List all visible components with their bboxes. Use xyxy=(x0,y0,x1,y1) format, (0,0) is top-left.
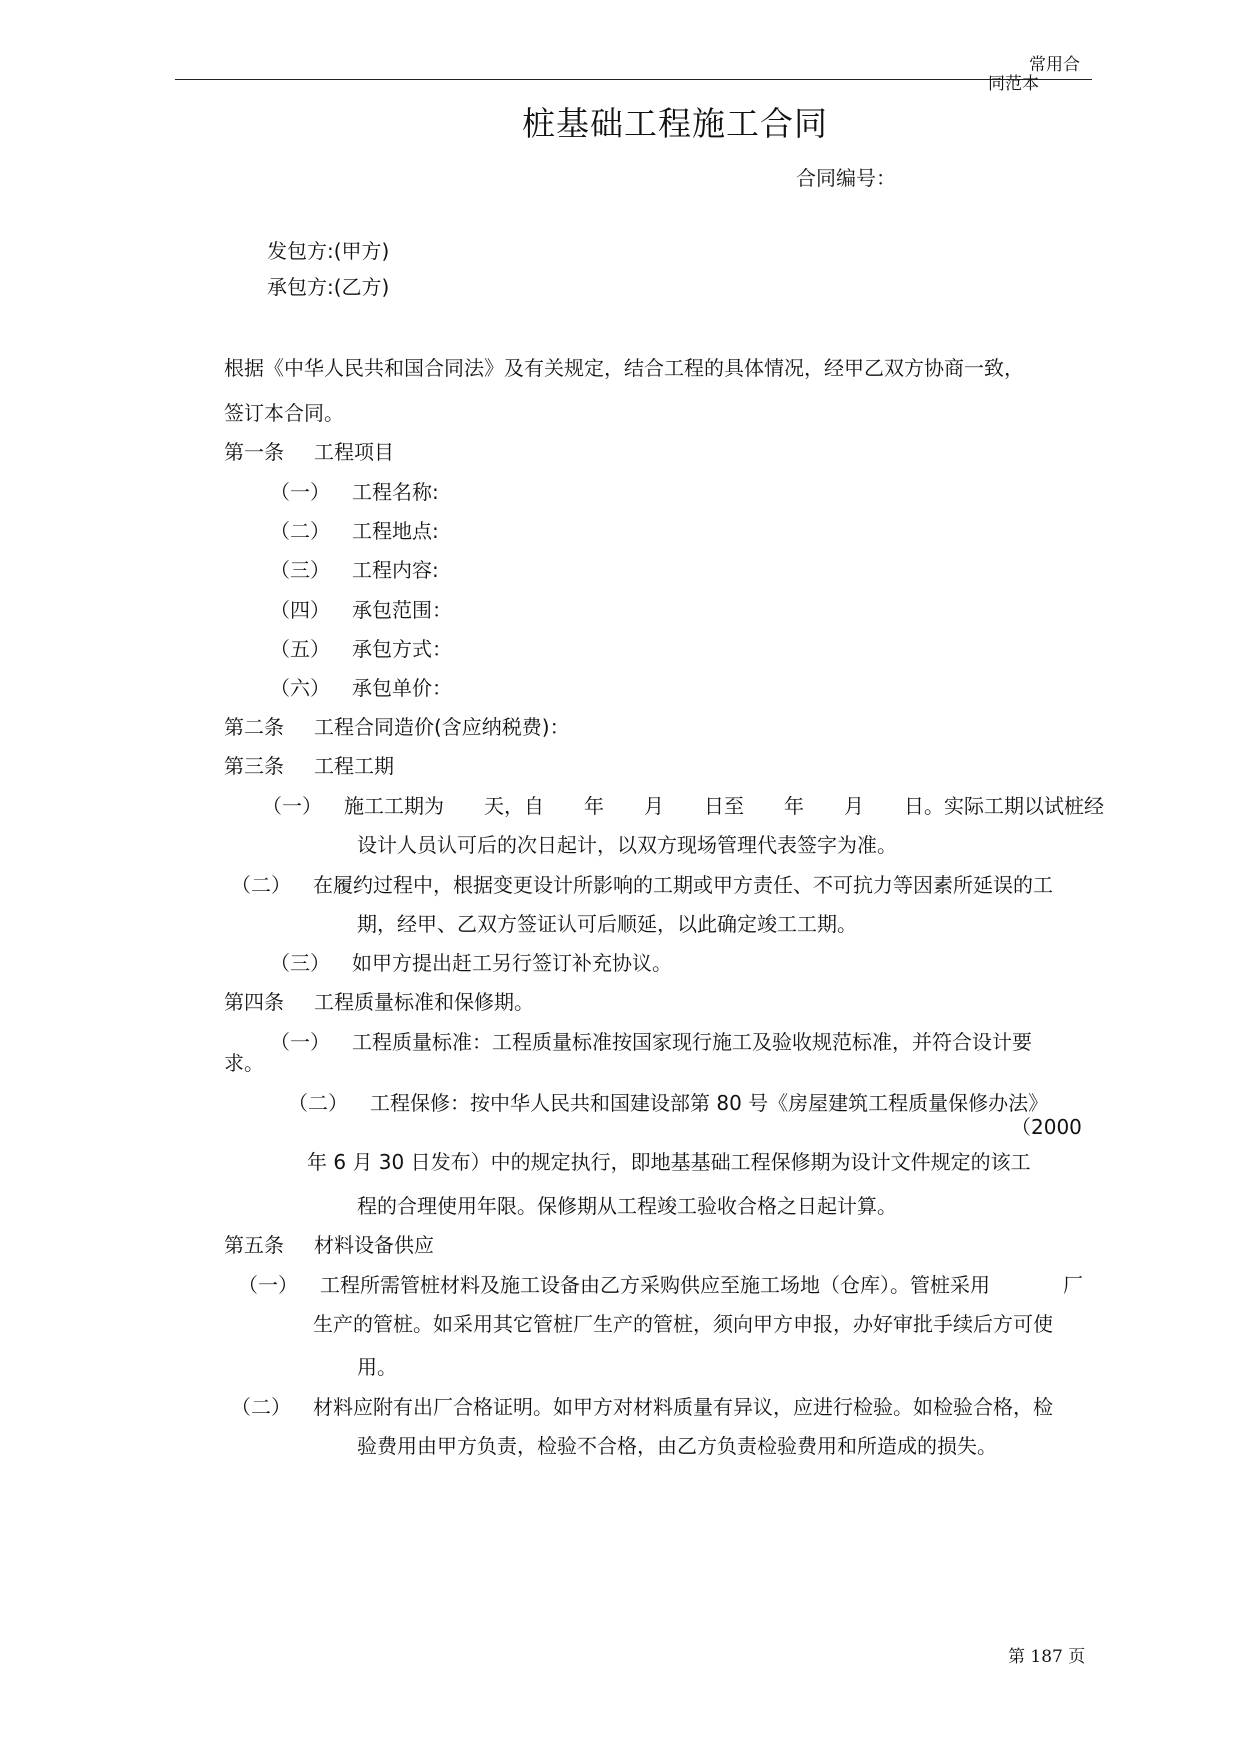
item-number: （二） xyxy=(231,1395,291,1419)
article2-heading xyxy=(224,715,570,739)
article5-item2-line2: 验费用由甲方负责，检验不合格，由乙方负责检验费用和所造成的损失。 xyxy=(357,1434,997,1458)
item-number: （一） xyxy=(262,794,322,818)
article4-item1-line1 xyxy=(270,1030,1032,1054)
item-number: （一） xyxy=(270,480,330,504)
item-number: （五） xyxy=(270,637,330,661)
article5-item1-line1-end: 厂 xyxy=(1063,1273,1083,1297)
item-text: 承包单价： xyxy=(352,676,452,700)
intro-line1: 根据《中华人民共和国合同法》及有关规定，结合工程的具体情况，经甲乙双方协商一致， xyxy=(224,356,1024,380)
article2-title: 工程合同造价(含应纳税费)： xyxy=(314,715,570,739)
item-text: 工程质量标准：工程质量标准按国家现行施工及验收规范标准，并符合设计要 xyxy=(352,1030,1032,1054)
article5-number: 第五条 xyxy=(224,1233,284,1257)
article4-item2-line1 xyxy=(288,1091,1048,1115)
item-number: （三） xyxy=(270,951,330,975)
item-text: 在履约过程中，根据变更设计所影响的工期或甲方责任、不可抗力等因素所延误的工 xyxy=(313,873,1053,897)
contract-number-label: 合同编号： xyxy=(796,166,896,190)
article1-item xyxy=(270,519,439,543)
article1-item xyxy=(270,637,452,661)
article5-item1-line3: 用。 xyxy=(357,1355,397,1379)
article1-item xyxy=(270,480,439,504)
article4-item2-line3: 程的合理使用年限。保修期从工程竣工验收合格之日起计算。 xyxy=(357,1194,897,1218)
header-label-line1: 常用合 xyxy=(1029,55,1080,75)
item-number: （二） xyxy=(288,1091,348,1115)
article3-item3 xyxy=(270,951,672,975)
article1-title: 工程项目 xyxy=(314,440,394,464)
article1-item xyxy=(270,558,439,582)
item-text: 工程名称: xyxy=(352,480,439,504)
item-text: 承包范围： xyxy=(352,598,452,622)
item-text: 材料应附有出厂合格证明。如甲方对材料质量有异议，应进行检验。如检验合格，检 xyxy=(313,1395,1053,1419)
article3-item2-line2: 期，经甲、乙双方签证认可后顺延，以此确定竣工工期。 xyxy=(357,912,857,936)
item-text: 如甲方提出赶工另行签订补充协议。 xyxy=(352,951,672,975)
document-title: 桩基础工程施工合同 xyxy=(522,104,828,143)
item-text: 工程地点: xyxy=(352,519,439,543)
article5-item1-line1 xyxy=(238,1273,990,1297)
item-number: （二） xyxy=(270,519,330,543)
article4-heading xyxy=(224,990,534,1014)
article1-item xyxy=(270,598,452,622)
item-number: （一） xyxy=(270,1030,330,1054)
article1-item xyxy=(270,676,452,700)
header-label-line2: 同范本 xyxy=(988,74,1039,94)
party-a: 发包方:(甲方) xyxy=(267,239,390,263)
page-number: 第 187 页 xyxy=(1008,1647,1086,1667)
item-text: 工程保修：按中华人民共和国建设部第 80 号《房屋建筑工程质量保修办法》 xyxy=(370,1091,1049,1115)
item-number: （三） xyxy=(270,558,330,582)
article3-item1-line1 xyxy=(262,794,1104,818)
article4-title: 工程质量标准和保修期。 xyxy=(314,990,534,1014)
article1-heading xyxy=(224,440,394,464)
party-b: 承包方:(乙方) xyxy=(267,275,390,299)
header-rule xyxy=(175,79,1092,80)
article4-number: 第四条 xyxy=(224,990,284,1014)
article4-item2-line1b: （2000 xyxy=(1011,1115,1082,1139)
article3-item1-line2: 设计人员认可后的次日起计，以双方现场管理代表签字为准。 xyxy=(357,833,897,857)
item-number: （二） xyxy=(231,873,291,897)
article5-title: 材料设备供应 xyxy=(314,1233,434,1257)
article4-item1-line2: 求。 xyxy=(224,1051,264,1075)
intro-line2: 签订本合同。 xyxy=(224,401,344,425)
article5-item1-line2: 生产的管桩。如采用其它管桩厂生产的管桩，须向甲方申报，办好审批手续后方可使 xyxy=(313,1312,1053,1336)
article3-title: 工程工期 xyxy=(314,754,394,778)
article3-item2-line1 xyxy=(231,873,1053,897)
item-text: 工程所需管桩材料及施工设备由乙方采购供应至施工场地（仓库）。管桩采用 xyxy=(320,1273,990,1297)
article5-item2-line1 xyxy=(231,1395,1053,1419)
item-text: 承包方式： xyxy=(352,637,452,661)
item-number: （一） xyxy=(238,1273,298,1297)
article3-number: 第三条 xyxy=(224,754,284,778)
item-number: （四） xyxy=(270,598,330,622)
article5-heading xyxy=(224,1233,434,1257)
item-text: 工程内容: xyxy=(352,558,439,582)
article1-number: 第一条 xyxy=(224,440,284,464)
item-text: 施工工期为 天，自 年 月 日至 年 月 日。实际工期以试桩经 xyxy=(344,794,1104,818)
article4-item2-line2: 年 6 月 30 日发布）中的规定执行，即地基基础工程保修期为设计文件规定的该工 xyxy=(307,1150,1031,1174)
article2-number: 第二条 xyxy=(224,715,284,739)
item-number: （六） xyxy=(270,676,330,700)
article3-heading xyxy=(224,754,394,778)
